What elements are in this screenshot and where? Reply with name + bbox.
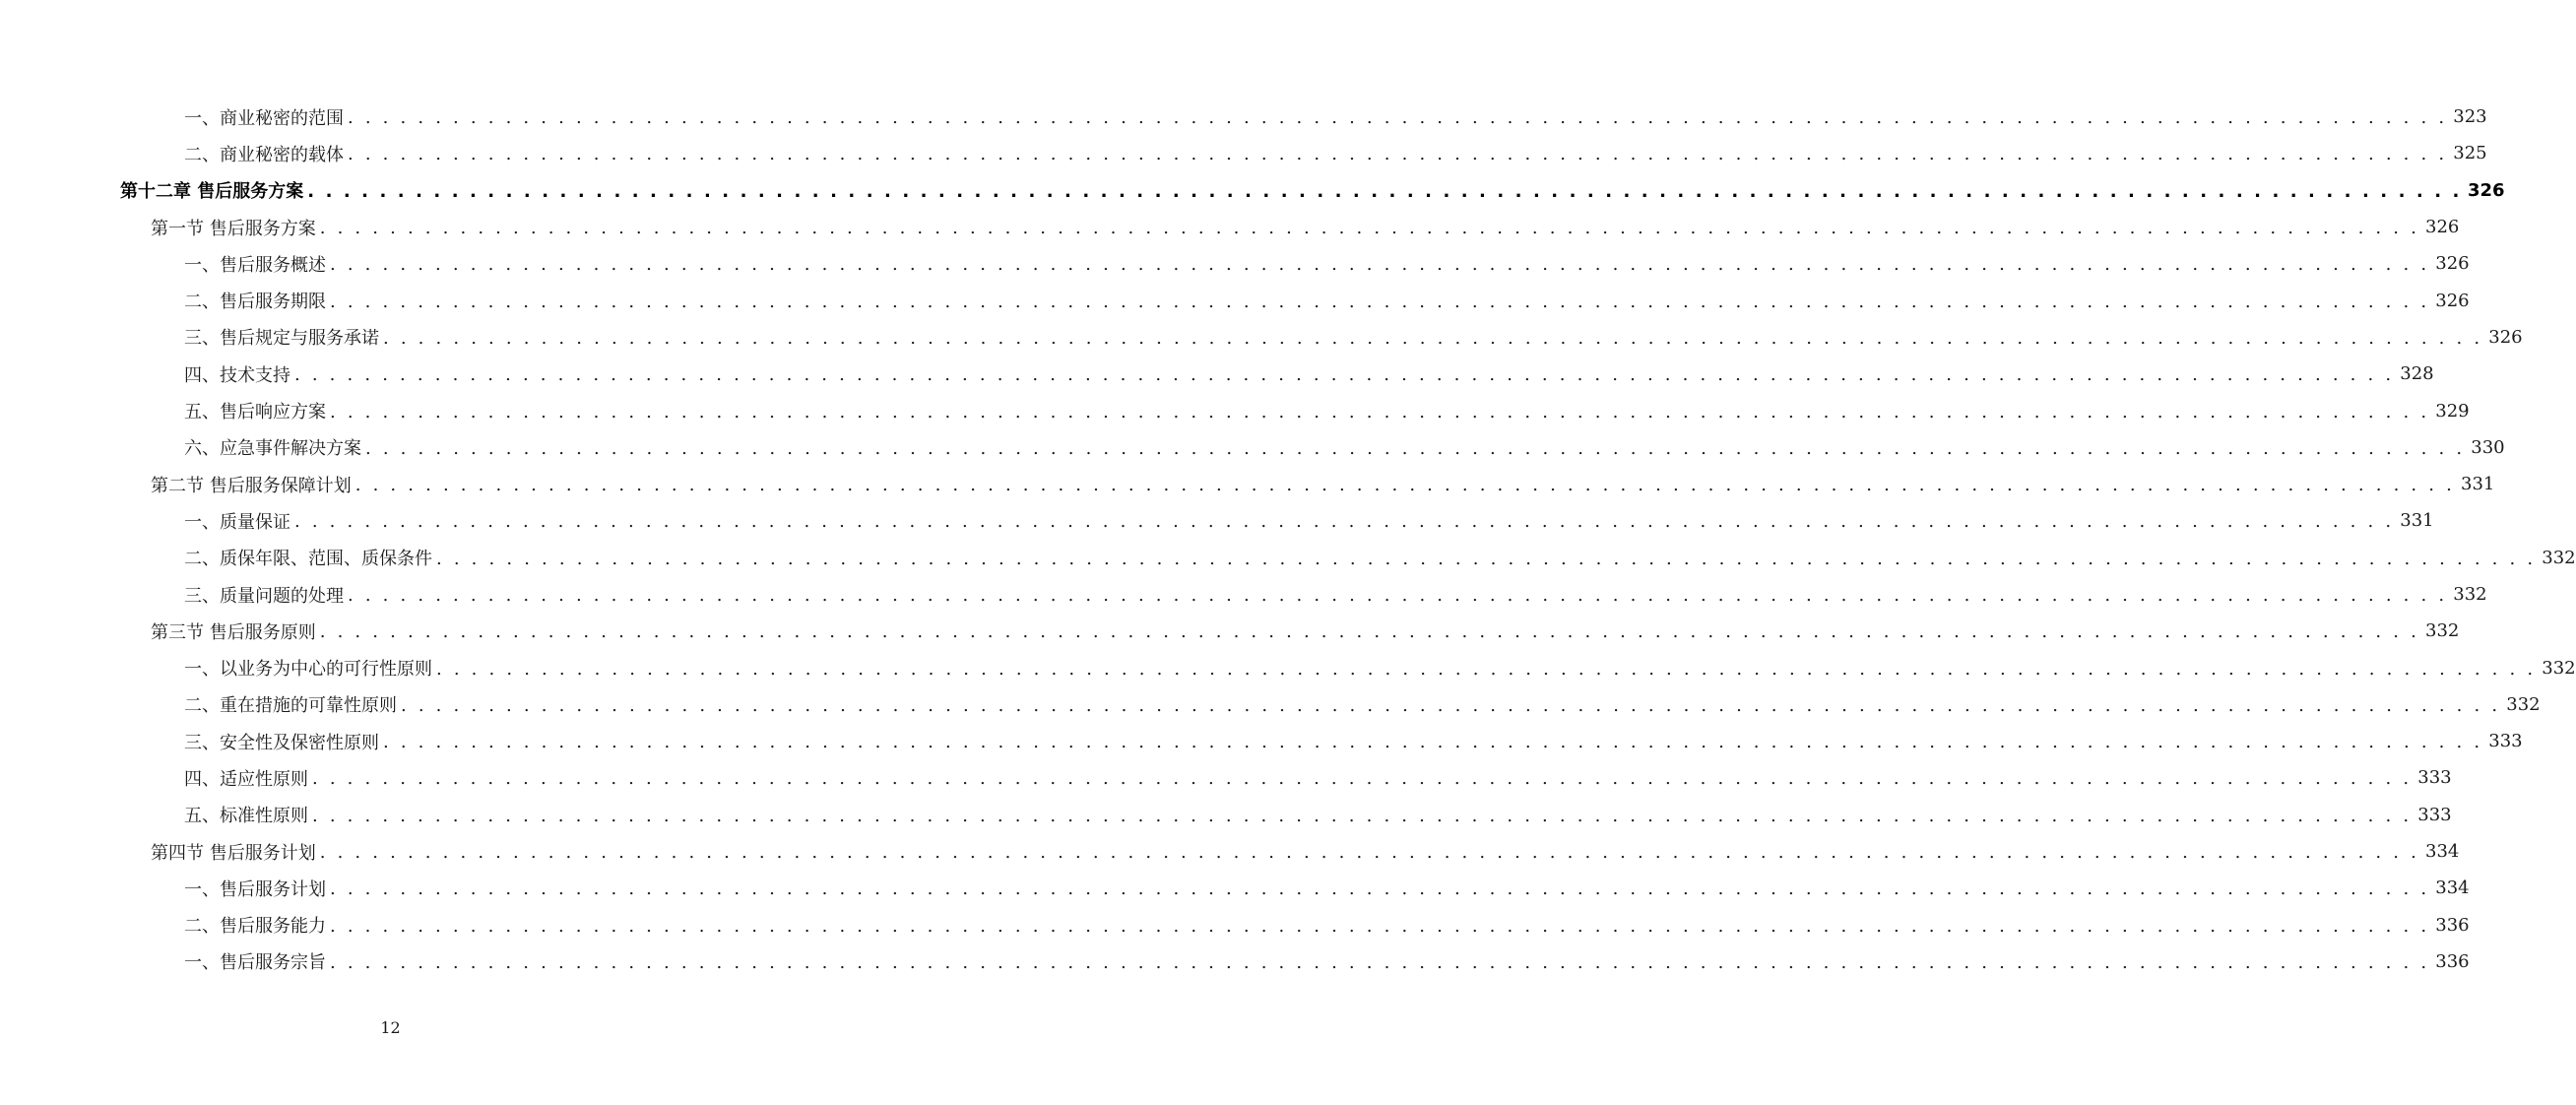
toc-entry-title: 一、以业务为中心的可行性原则 <box>184 659 432 681</box>
toc-subsection-entry[interactable] <box>0 540 2576 576</box>
toc-dot-leader: . . . . . . . . . . . . . . . . . . . . . . . . . . . . . . . . . . . . . . . . . . . . . . . . . . . . . . . . . . . . . . . . . . . . . . . . . . . . . . . . . . . . . . . . . . . . . . . . . . . . . . . . . . . . . . . . . . . . . . . . <box>348 107 2448 129</box>
toc-section-entry[interactable] <box>0 613 2460 649</box>
toc-dot-leader: . . . . . . . . . . . . . . . . . . . . . . . . . . . . . . . . . . . . . . . . . . . . . . . . . . . . . . . . . . . . . . . . . . . . . . . . . . . . . . . . . . . . . . . . . . . . . . . . . . . . . . . . . . . . . . . . . . . . . . . . <box>330 401 2430 422</box>
toc-dot-leader: . . . . . . . . . . . . . . . . . . . . . . . . . . . . . . . . . . . . . . . . . . . . . . . . . . . . . . . . . . . . . . . . . . . . . . . . . . . . . . . . . . . . . . . . . . . . . . . . . . . . . . . . . . . . . . . . . . . . . . . . <box>312 768 2413 790</box>
toc-subsection-entry[interactable] <box>0 576 2487 613</box>
toc-dot-leader: . . . . . . . . . . . . . . . . . . . . . . . . . . . . . . . . . . . . . . . . . . . . . . . . . . . . . . . . . . . . . . . . . . . . . . . . . . . . . . . . . . . . . . . . . . . . . . . . . . . . . . . . . . . . . . . . . . . . . . . . <box>319 842 2420 864</box>
toc-entry-title: 二、售后服务能力 <box>184 916 326 938</box>
toc-entry-title: 四、适应性原则 <box>184 768 308 790</box>
toc-entry-title: 一、商业秘密的范围 <box>184 107 344 129</box>
toc-section-entry[interactable] <box>0 833 2460 870</box>
toc-chapter-entry[interactable] <box>0 172 2505 209</box>
toc-dot-leader: . . . . . . . . . . . . . . . . . . . . . . . . . . . . . . . . . . . . . . . . . . . . . . . . . . . . . . . . . . . . . . . . . . . . . . . . . . . . . . . . . . . . . . . . . . . . . . . . . . . . . . . . . . . . . . . . . . . . . . . . <box>383 732 2483 753</box>
toc-entry-page: 326 <box>2488 326 2523 348</box>
toc-entry-title: 第十二章 售后服务方案 <box>120 181 304 203</box>
toc-subsection-entry[interactable] <box>0 356 2434 392</box>
toc-dot-leader: . . . . . . . . . . . . . . . . . . . . . . . . . . . . . . . . . . . . . . . . . . . . . . . . . . . . . . . . . . . . . . . . . . . . . . . . . . . . . . . . . . . . . . . . . . . . . . . . . . . . . . . . . . . . . . . . . . . . . . . . <box>354 475 2456 496</box>
page-number: 12 <box>380 1018 401 1037</box>
toc-dot-leader: . . . . . . . . . . . . . . . . . . . . . . . . . . . . . . . . . . . . . . . . . . . . . . . . . . . . . . . . . . . . . . . . . . . . . . . . . . . . . . . . . . . . . . . . . . . . . . . . . . . . . . . . . . . . . . . . . . . . . . . . <box>401 694 2501 716</box>
toc-entry-title: 二、质保年限、范围、质保条件 <box>184 549 432 570</box>
toc-subsection-entry[interactable] <box>0 649 2576 685</box>
toc-subsection-entry[interactable] <box>0 135 2487 171</box>
toc-entry-page: 332 <box>2425 620 2460 642</box>
toc-entry-title: 一、售后服务计划 <box>184 878 326 900</box>
toc-entry-page: 332 <box>2453 584 2487 605</box>
toc-entry-page: 333 <box>2488 731 2523 752</box>
toc-entry-title: 五、标准性原则 <box>184 806 308 827</box>
toc-subsection-entry[interactable] <box>0 319 2523 356</box>
toc-dot-leader: . . . . . . . . . . . . . . . . . . . . . . . . . . . . . . . . . . . . . . . . . . . . . . . . . . . . . . . . . . . . . . . . . . . . . . . . . . . . . . . . . . . . . . . . . . . . . . . . . . . . . . . . . . . . . . . . . . . . . . . . <box>330 951 2430 973</box>
toc-entry-title: 一、质量保证 <box>184 511 290 533</box>
toc-dot-leader: . . . . . . . . . . . . . . . . . . . . . . . . . . . . . . . . . . . . . . . . . . . . . . . . . . . . . . . . . . . . . . . . . . . . . . . . . . . . . . . . . . . . . . . . . . . . . . . . . . . . . . . . . . . . . . . . . . . . . . . . <box>319 218 2420 239</box>
toc-entry-page: 332 <box>2542 657 2576 679</box>
toc-subsection-entry[interactable] <box>0 759 2452 796</box>
toc-subsection-entry[interactable] <box>0 723 2523 759</box>
toc-subsection-entry[interactable] <box>0 686 2541 723</box>
toc-dot-leader: . . . . . . . . . . . . . . . . . . . . . . . . . . . . . . . . . . . . . . . . . . . . . . . . . . . . . . . . . . . . . . . . . . . . . . . . . . . . . . . . . . . . . . . . . . . . . . . . . . . . . . . . . . . . . . . . . . . . . . . . <box>312 805 2413 826</box>
toc-entry-page: 328 <box>2400 363 2434 385</box>
toc-dot-leader: . . . . . . . . . . . . . . . . . . . . . . . . . . . . . . . . . . . . . . . . . . . . . . . . . . . . . . . . . . . . . . . . . . . . . . . . . . . . . . . . . . . . . . . . . . . . . . . . . . . . . . . . . . . . . . . . . . . . . . . . <box>319 621 2420 643</box>
toc-entry-page: 331 <box>2400 510 2434 532</box>
toc-subsection-entry[interactable] <box>0 907 2470 943</box>
toc-entry-title: 三、安全性及保密性原则 <box>184 732 379 753</box>
toc-dot-leader: . . . . . . . . . . . . . . . . . . . . . . . . . . . . . . . . . . . . . . . . . . . . . . . . . . . . . . . . . . . . . . . . . . . . . . . . . . . . . . . . . . . . . . . . . . . . . . . . . . . . . . . . . . . . . . . . . . . . . . . . <box>294 364 2395 386</box>
toc-entry-page: 333 <box>2417 767 2452 789</box>
toc-entry-page: 334 <box>2435 878 2470 899</box>
toc-subsection-entry[interactable] <box>0 870 2470 906</box>
toc-entry-page: 331 <box>2461 474 2495 495</box>
toc-entry-title: 一、售后服务概述 <box>184 254 326 276</box>
toc-subsection-entry[interactable] <box>0 502 2434 539</box>
toc-entry-title: 第四节 售后服务计划 <box>151 842 316 864</box>
toc-section-entry[interactable] <box>0 209 2460 245</box>
toc-dot-leader: . . . . . . . . . . . . . . . . . . . . . . . . . . . . . . . . . . . . . . . . . . . . . . . . . . . . . . . . . . . . . . . . . . . . . . . . . . . . . . . . . . . . . . . . . . . . . . . . . . . . . . . . . . . . . . . . . . . . . . . . <box>294 511 2395 533</box>
toc-entry-title: 六、应急事件解决方案 <box>184 438 361 460</box>
toc-dot-leader: . . . . . . . . . . . . . . . . . . . . . . . . . . . . . . . . . . . . . . . . . . . . . . . . . . . . . . . . . . . . . . . . . . . . . . . . . . . . . . . . . . . . . . . . . . . . . . . . . . . . . . . . . . . . . . . . . . . . . . . . <box>436 548 2537 569</box>
toc-entry-page: 332 <box>2506 693 2541 715</box>
toc-entry-page: 326 <box>2425 217 2460 238</box>
toc-entry-page: 332 <box>2542 547 2576 568</box>
toc-dot-leader: . . . . . . . . . . . . . . . . . . . . . . . . . . . . . . . . . . . . . . . . . . . . . . . . . . . . . . . . . . . . . . . . . . . . . . . . . . . . . . . . . . . . . . . . . . . . . . . . . . . . . . . . . . . . . . . . . . . . . . . . <box>307 180 2462 202</box>
toc-entry-page: 333 <box>2417 804 2452 825</box>
toc-section-entry[interactable] <box>0 466 2495 502</box>
toc-entry-title: 第一节 售后服务方案 <box>151 218 316 239</box>
toc-subsection-entry[interactable] <box>0 429 2505 466</box>
toc-dot-leader: . . . . . . . . . . . . . . . . . . . . . . . . . . . . . . . . . . . . . . . . . . . . . . . . . . . . . . . . . . . . . . . . . . . . . . . . . . . . . . . . . . . . . . . . . . . . . . . . . . . . . . . . . . . . . . . . . . . . . . . . <box>436 658 2537 680</box>
toc-entry-page: 329 <box>2435 400 2470 422</box>
toc-entry-title: 一、售后服务宗旨 <box>184 952 326 974</box>
toc-dot-leader: . . . . . . . . . . . . . . . . . . . . . . . . . . . . . . . . . . . . . . . . . . . . . . . . . . . . . . . . . . . . . . . . . . . . . . . . . . . . . . . . . . . . . . . . . . . . . . . . . . . . . . . . . . . . . . . . . . . . . . . . <box>383 327 2483 349</box>
toc-dot-leader: . . . . . . . . . . . . . . . . . . . . . . . . . . . . . . . . . . . . . . . . . . . . . . . . . . . . . . . . . . . . . . . . . . . . . . . . . . . . . . . . . . . . . . . . . . . . . . . . . . . . . . . . . . . . . . . . . . . . . . . . <box>330 291 2430 312</box>
toc-subsection-entry[interactable] <box>0 245 2470 282</box>
toc-entry-page: 336 <box>2435 914 2470 936</box>
toc-entry-title: 三、售后规定与服务承诺 <box>184 328 379 350</box>
table-of-contents <box>0 98 2576 980</box>
toc-entry-page: 326 <box>2435 290 2470 311</box>
toc-entry-title: 三、质量问题的处理 <box>184 585 344 607</box>
toc-entry-title: 二、重在措施的可靠性原则 <box>184 695 397 717</box>
toc-subsection-entry[interactable] <box>0 282 2470 318</box>
toc-entry-title: 第三节 售后服务原则 <box>151 621 316 643</box>
toc-entry-page: 326 <box>2435 253 2470 275</box>
toc-entry-page: 334 <box>2425 841 2460 863</box>
toc-entry-title: 二、商业秘密的载体 <box>184 144 344 165</box>
toc-dot-leader: . . . . . . . . . . . . . . . . . . . . . . . . . . . . . . . . . . . . . . . . . . . . . . . . . . . . . . . . . . . . . . . . . . . . . . . . . . . . . . . . . . . . . . . . . . . . . . . . . . . . . . . . . . . . . . . . . . . . . . . . <box>330 915 2430 937</box>
toc-entry-title: 五、售后响应方案 <box>184 402 326 423</box>
toc-entry-page: 325 <box>2453 143 2487 164</box>
toc-dot-leader: . . . . . . . . . . . . . . . . . . . . . . . . . . . . . . . . . . . . . . . . . . . . . . . . . . . . . . . . . . . . . . . . . . . . . . . . . . . . . . . . . . . . . . . . . . . . . . . . . . . . . . . . . . . . . . . . . . . . . . . . <box>330 878 2430 900</box>
toc-dot-leader: . . . . . . . . . . . . . . . . . . . . . . . . . . . . . . . . . . . . . . . . . . . . . . . . . . . . . . . . . . . . . . . . . . . . . . . . . . . . . . . . . . . . . . . . . . . . . . . . . . . . . . . . . . . . . . . . . . . . . . . . <box>348 144 2448 165</box>
toc-dot-leader: . . . . . . . . . . . . . . . . . . . . . . . . . . . . . . . . . . . . . . . . . . . . . . . . . . . . . . . . . . . . . . . . . . . . . . . . . . . . . . . . . . . . . . . . . . . . . . . . . . . . . . . . . . . . . . . . . . . . . . . . <box>330 254 2430 276</box>
toc-entry-title: 二、售后服务期限 <box>184 292 326 313</box>
toc-entry-page: 336 <box>2435 950 2470 972</box>
toc-subsection-entry[interactable] <box>0 98 2487 135</box>
toc-subsection-entry[interactable] <box>0 943 2470 980</box>
toc-entry-title: 四、技术支持 <box>184 364 290 386</box>
toc-entry-page: 323 <box>2453 106 2487 128</box>
toc-entry-title: 第二节 售后服务保障计划 <box>151 475 352 496</box>
toc-entry-page: 330 <box>2471 436 2505 458</box>
toc-subsection-entry[interactable] <box>0 392 2470 428</box>
toc-subsection-entry[interactable] <box>0 797 2452 833</box>
toc-dot-leader: . . . . . . . . . . . . . . . . . . . . . . . . . . . . . . . . . . . . . . . . . . . . . . . . . . . . . . . . . . . . . . . . . . . . . . . . . . . . . . . . . . . . . . . . . . . . . . . . . . . . . . . . . . . . . . . . . . . . . . . . <box>365 437 2466 459</box>
toc-dot-leader: . . . . . . . . . . . . . . . . . . . . . . . . . . . . . . . . . . . . . . . . . . . . . . . . . . . . . . . . . . . . . . . . . . . . . . . . . . . . . . . . . . . . . . . . . . . . . . . . . . . . . . . . . . . . . . . . . . . . . . . . <box>348 585 2448 606</box>
toc-entry-page: 326 <box>2467 179 2505 201</box>
